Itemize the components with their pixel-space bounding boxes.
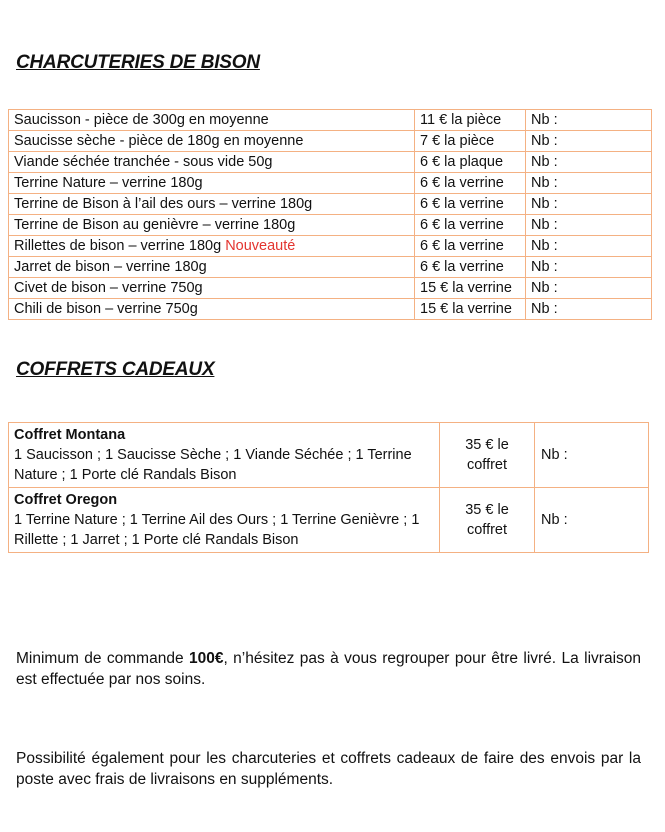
shipping-note: Possibilité également pour les charcuteries et coffrets cadeaux de faire des envois par la poste avec frais de livraisons en suppléments. bbox=[16, 750, 641, 788]
table-row bbox=[9, 488, 649, 553]
product-name: Viande séchée tranchée - sous vide 50g bbox=[14, 154, 273, 170]
coffret-name: Coffret Oregon bbox=[14, 492, 118, 508]
coffret-description-cell bbox=[9, 488, 440, 553]
price-cell: 15 € la verrine bbox=[415, 299, 526, 320]
price-cell: 6 € la verrine bbox=[415, 194, 526, 215]
coffret-description-cell bbox=[9, 423, 440, 488]
product-name: Saucisson - pièce de 300g en moyenne bbox=[14, 112, 269, 128]
product-cell bbox=[9, 257, 415, 278]
quantity-cell: Nb : bbox=[526, 110, 652, 131]
quantity-cell: Nb : bbox=[526, 257, 652, 278]
minimum-order-text-after: , n’hésitez pas à vous regrouper pour être livré. La livraison est effectuée par nos soins. bbox=[16, 650, 641, 688]
quantity-cell: Nb : bbox=[526, 131, 652, 152]
product-name: Civet de bison – verrine 750g bbox=[14, 280, 203, 296]
quantity-cell: Nb : bbox=[535, 488, 649, 553]
product-cell bbox=[9, 215, 415, 236]
price-cell: 7 € la pièce bbox=[415, 131, 526, 152]
quantity-cell: Nb : bbox=[526, 215, 652, 236]
price-cell: 6 € la verrine bbox=[415, 236, 526, 257]
coffret-price-cell: 35 € le coffret bbox=[440, 488, 535, 553]
table-row bbox=[9, 152, 652, 173]
coffret-contents: 1 Terrine Nature ; 1 Terrine Ail des Ours ; 1 Terrine Genièvre ; 1 Rillette ; 1 Jarret ; 1 Porte clé Randals Bison bbox=[14, 512, 420, 548]
coffret-price-cell: 35 € le coffret bbox=[440, 423, 535, 488]
quantity-cell: Nb : bbox=[526, 236, 652, 257]
price-cell: 6 € la verrine bbox=[415, 173, 526, 194]
minimum-order-text-before: Minimum de commande bbox=[16, 650, 189, 667]
charcuteries-heading: CHARCUTERIES DE BISON bbox=[16, 52, 260, 73]
product-cell bbox=[9, 152, 415, 173]
charcuteries-table bbox=[8, 109, 652, 320]
quantity-cell: Nb : bbox=[526, 194, 652, 215]
quantity-cell: Nb : bbox=[526, 173, 652, 194]
coffret-name: Coffret Montana bbox=[14, 427, 126, 443]
product-cell bbox=[9, 131, 415, 152]
new-badge: Nouveauté bbox=[225, 238, 296, 254]
price-cell: 6 € la plaque bbox=[415, 152, 526, 173]
product-cell bbox=[9, 299, 415, 320]
table-row bbox=[9, 299, 652, 320]
coffrets-table bbox=[8, 422, 649, 553]
table-row bbox=[9, 423, 649, 488]
quantity-cell: Nb : bbox=[526, 278, 652, 299]
table-row bbox=[9, 110, 652, 131]
coffret-contents: 1 Saucisson ; 1 Saucisse Sèche ; 1 Viande Séchée ; 1 Terrine Nature ; 1 Porte clé Randals Bison bbox=[14, 447, 412, 483]
product-cell bbox=[9, 278, 415, 299]
product-cell bbox=[9, 173, 415, 194]
product-name: Rillettes de bison – verrine 180g bbox=[14, 238, 222, 254]
coffrets-heading: COFFRETS CADEAUX bbox=[16, 359, 215, 380]
product-name: Terrine de Bison au genièvre – verrine 180g bbox=[14, 217, 296, 233]
table-row bbox=[9, 236, 652, 257]
price-cell: 15 € la verrine bbox=[415, 278, 526, 299]
product-name: Chili de bison – verrine 750g bbox=[14, 301, 198, 317]
product-cell bbox=[9, 194, 415, 215]
price-cell: 11 € la pièce bbox=[415, 110, 526, 131]
quantity-cell: Nb : bbox=[526, 152, 652, 173]
product-name: Saucisse sèche - pièce de 180g en moyenne bbox=[14, 133, 304, 149]
table-row bbox=[9, 215, 652, 236]
quantity-cell: Nb : bbox=[526, 299, 652, 320]
table-row bbox=[9, 278, 652, 299]
product-name: Terrine de Bison à l’ail des ours – verrine 180g bbox=[14, 196, 313, 212]
product-name: Jarret de bison – verrine 180g bbox=[14, 259, 207, 275]
table-row bbox=[9, 194, 652, 215]
minimum-order-note bbox=[16, 648, 641, 690]
table-row bbox=[9, 131, 652, 152]
product-name: Terrine Nature – verrine 180g bbox=[14, 175, 203, 191]
price-cell: 6 € la verrine bbox=[415, 215, 526, 236]
quantity-cell: Nb : bbox=[535, 423, 649, 488]
minimum-order-amount: 100€ bbox=[188, 650, 224, 667]
table-row bbox=[9, 173, 652, 194]
product-cell bbox=[9, 236, 415, 257]
table-row bbox=[9, 257, 652, 278]
product-cell bbox=[9, 110, 415, 131]
price-cell: 6 € la verrine bbox=[415, 257, 526, 278]
